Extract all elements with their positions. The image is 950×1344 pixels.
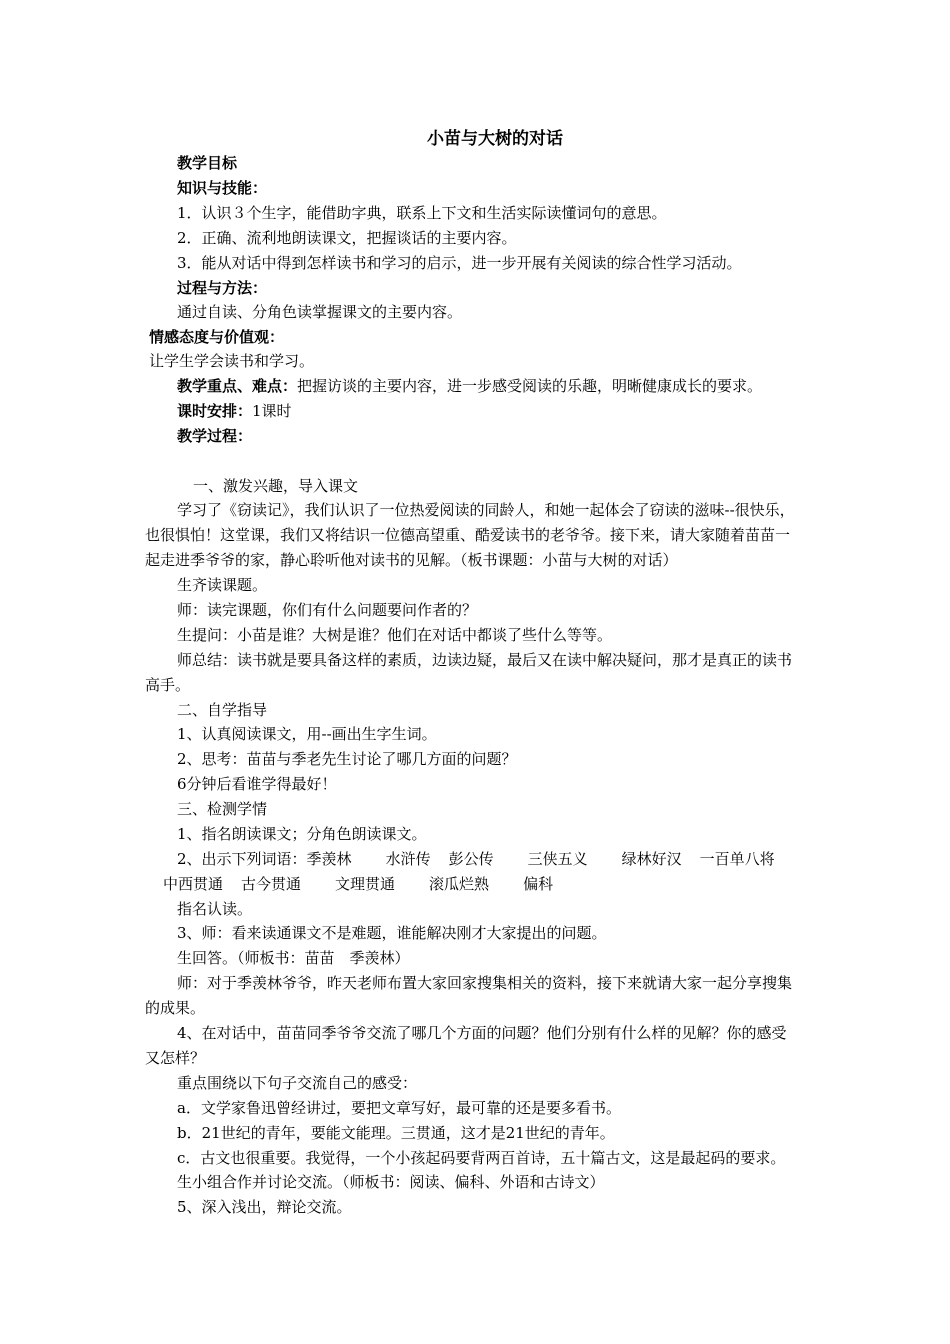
word-item: 古今贯通 (241, 875, 302, 893)
section3-heading: 三、检测学情 (177, 800, 268, 818)
class-hours (177, 400, 292, 422)
section1-intro-line: 也很惧怕！这堂课，我们又将结识一位德高望重、酷爱读书的老爷爷。接下来，请大家随着苗苗一 (145, 526, 791, 544)
section3-focus: 重点围绕以下句子交流自己的感受： (177, 1074, 418, 1092)
word-item: 滚瓜烂熟 (429, 875, 490, 893)
section2-item: 2、思考：苗苗与季老先生讨论了哪几方面的问题？ (177, 750, 517, 768)
process-text: 通过自读、分角色读掌握课文的主要内容。 (177, 303, 463, 321)
word-item: 绿林好汉 (621, 850, 682, 868)
word-list-row-2 (163, 873, 553, 895)
emotion-heading: 情感态度与价值观： (149, 328, 285, 346)
section3-sentence: a．文学家鲁迅曾经讲过，要把文章写好，最可靠的还是要多看书。 (177, 1099, 621, 1117)
word-item: 季羡林 (306, 850, 352, 868)
section3-item1: 1、指名朗读课文；分角色朗读课文。 (177, 825, 427, 843)
knowledge-item: 2．正确、流利地朗读课文，把握谈话的主要内容。 (177, 229, 517, 247)
section3-name-read: 指名认读。 (177, 900, 253, 918)
objectives-heading: 教学目标 (177, 154, 238, 172)
word-list-row-1 (177, 848, 775, 870)
section1-heading: 一、激发兴趣，导入课文 (193, 477, 359, 495)
word-item: 三侠五义 (527, 850, 588, 868)
word-item: 中西贯通 (163, 875, 224, 893)
section3-item4-line: 又怎样？ (145, 1049, 206, 1067)
page-title: 小苗与大树的对话 (427, 129, 563, 149)
key-points-label: 教学重点、难点： (177, 377, 298, 395)
knowledge-heading: 知识与技能： (177, 179, 268, 197)
word-item: 一百单八将 (699, 850, 775, 868)
section3-item4-line: 4、在对话中，苗苗同季爷爷交流了哪几个方面的问题？他们分别有什么样的见解？你的感受 (177, 1024, 787, 1042)
section1-student-question: 生提问：小苗是谁？大树是谁？他们在对话中都谈了些什么等等。 (177, 626, 613, 644)
section2-item: 1、认真阅读课文，用--画出生字生词。 (177, 725, 437, 743)
knowledge-item: 3．能从对话中得到怎样读书和学习的启示，进一步开展有关阅读的综合性学习活动。 (177, 254, 742, 272)
word-item: 彭公传 (448, 850, 494, 868)
section1-intro-line: 学习了《窃读记》，我们认识了一位热爱阅读的同龄人，和她一起体会了窃读的滋味--很快乐， (177, 501, 795, 519)
class-hours-label: 课时安排： (177, 402, 253, 420)
word-list-prefix: 2、出示下列词语： (177, 850, 307, 868)
class-hours-text: 1课时 (252, 402, 292, 420)
section1-summary-line: 师总结：读书就是要具备这样的素质，边读边疑，最后又在读中解决疑问，那才是真正的读书 (177, 651, 793, 669)
key-points-text: 把握访谈的主要内容，进一步感受阅读的乐趣，明晰健康成长的要求。 (297, 377, 763, 395)
section3-student-answer: 生回答。（师板书：苗苗 季羡林） (177, 949, 410, 967)
section3-item5: 5、深入浅出，辩论交流。 (177, 1198, 352, 1216)
section1-summary-line: 高手。 (145, 676, 191, 694)
word-item: 水浒传 (385, 850, 431, 868)
word-item: 文理贯通 (335, 875, 396, 893)
section3-group: 生小组合作并讨论交流。（师板书：阅读、偏科、外语和古诗文） (177, 1173, 605, 1191)
section2-heading: 二、自学指导 (177, 701, 268, 719)
key-points (177, 375, 762, 397)
section1-intro-line: 起走进季爷爷的家，静心聆听他对读书的见解。（板书课题：小苗与大树的对话） (145, 551, 678, 569)
section2-item: 6分钟后看谁学得最好！ (177, 775, 337, 793)
knowledge-item: 1．认识３个生字，能借助字典，联系上下文和生活实际读懂词句的意思。 (177, 204, 667, 222)
section1-teacher-question: 师：读完课题，你们有什么问题要问作者的？ (177, 601, 478, 619)
section3-teacher-line: 的成果。 (145, 999, 206, 1017)
teaching-process-label: 教学过程： (177, 427, 253, 445)
section3-teacher-line: 师：对于季羡林爷爷，昨天老师布置大家回家搜集相关的资料，接下来就请大家一起分享搜集 (177, 974, 793, 992)
section3-sentence: b．21世纪的青年，要能文能理。三贯通，这才是21世纪的青年。 (177, 1124, 615, 1142)
section1-read-title: 生齐读课题。 (177, 576, 268, 594)
process-heading: 过程与方法： (177, 279, 268, 297)
word-item: 偏科 (523, 875, 554, 893)
emotion-text: 让学生学会读书和学习。 (149, 352, 315, 370)
section3-item3: 3、师：看来读通课文不是难题，谁能解决刚才大家提出的问题。 (177, 924, 607, 942)
section3-sentence: c．古文也很重要。我觉得，一个小孩起码要背两百首诗，五十篇古文，这是最起码的要求。 (177, 1149, 786, 1167)
